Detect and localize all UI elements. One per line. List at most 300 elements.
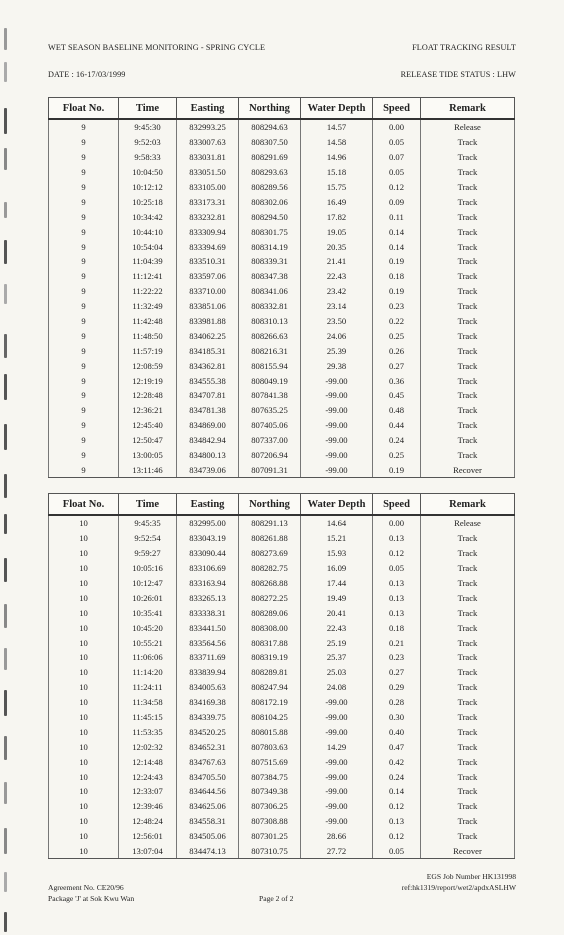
float-no-cell: 10 — [49, 576, 119, 591]
easting-cell: 834767.63 — [177, 754, 239, 769]
remark-cell: Track — [421, 180, 515, 195]
float-no-cell: 10 — [49, 665, 119, 680]
float-no-cell: 9 — [49, 239, 119, 254]
float-9-table — [48, 97, 515, 478]
table-row — [49, 844, 515, 859]
float-no-cell: 10 — [49, 724, 119, 739]
float-no-cell: 10 — [49, 635, 119, 650]
northing-cell: 808247.94 — [239, 680, 301, 695]
table-row — [49, 576, 515, 591]
table-row — [49, 343, 515, 358]
float-no-cell: 10 — [49, 590, 119, 605]
speed-cell: 0.27 — [373, 358, 421, 373]
time-cell: 9:52:54 — [119, 531, 177, 546]
northing-cell: 807206.94 — [239, 448, 301, 463]
easting-cell: 834185.31 — [177, 343, 239, 358]
northing-cell: 807405.06 — [239, 418, 301, 433]
water-depth-cell: 15.93 — [301, 546, 373, 561]
speed-cell: 0.07 — [373, 150, 421, 165]
table-row — [49, 314, 515, 329]
float-no-cell: 9 — [49, 328, 119, 343]
col-northing: Northing — [239, 98, 301, 120]
easting-cell: 833711.69 — [177, 650, 239, 665]
remark-cell: Track — [421, 358, 515, 373]
easting-cell: 834869.00 — [177, 418, 239, 433]
table-row — [49, 269, 515, 284]
time-cell: 9:52:03 — [119, 135, 177, 150]
time-cell: 11:22:22 — [119, 284, 177, 299]
remark-cell: Track — [421, 224, 515, 239]
float-no-cell: 9 — [49, 194, 119, 209]
easting-cell: 833105.00 — [177, 180, 239, 195]
table-row — [49, 515, 515, 531]
water-depth-cell: 15.18 — [301, 165, 373, 180]
time-cell: 10:12:47 — [119, 576, 177, 591]
speed-cell: 0.12 — [373, 180, 421, 195]
report-result-label: FLOAT TRACKING RESULT — [412, 43, 516, 52]
easting-cell: 834169.38 — [177, 695, 239, 710]
northing-cell: 808049.19 — [239, 373, 301, 388]
remark-cell: Track — [421, 194, 515, 209]
float-no-cell: 9 — [49, 388, 119, 403]
easting-cell: 833851.06 — [177, 299, 239, 314]
water-depth-cell: 27.72 — [301, 844, 373, 859]
remark-cell: Track — [421, 650, 515, 665]
water-depth-cell: 17.44 — [301, 576, 373, 591]
speed-cell: 0.13 — [373, 814, 421, 829]
speed-cell: 0.13 — [373, 590, 421, 605]
table-row — [49, 194, 515, 209]
table-row — [49, 119, 515, 135]
remark-cell: Track — [421, 531, 515, 546]
float-no-cell: 10 — [49, 561, 119, 576]
speed-cell: 0.19 — [373, 284, 421, 299]
remark-cell: Track — [421, 546, 515, 561]
report-date: DATE : 16-17/03/1999 — [48, 70, 126, 79]
float-no-cell: 10 — [49, 620, 119, 635]
speed-cell: 0.28 — [373, 695, 421, 710]
table-header-row — [49, 98, 515, 120]
remark-cell: Release — [421, 515, 515, 531]
table-row — [49, 209, 515, 224]
time-cell: 11:32:49 — [119, 299, 177, 314]
table-row — [49, 635, 515, 650]
time-cell: 12:56:01 — [119, 829, 177, 844]
speed-cell: 0.05 — [373, 165, 421, 180]
table-row — [49, 724, 515, 739]
remark-cell: Track — [421, 433, 515, 448]
col-float-no: Float No. — [49, 98, 119, 120]
float-no-cell: 10 — [49, 605, 119, 620]
northing-cell: 807515.69 — [239, 754, 301, 769]
time-cell: 10:05:16 — [119, 561, 177, 576]
easting-cell: 833232.81 — [177, 209, 239, 224]
speed-cell: 0.11 — [373, 209, 421, 224]
northing-cell: 808294.50 — [239, 209, 301, 224]
northing-cell: 808319.19 — [239, 650, 301, 665]
table-row — [49, 650, 515, 665]
remark-cell: Track — [421, 209, 515, 224]
northing-cell: 808273.69 — [239, 546, 301, 561]
water-depth-cell: 19.49 — [301, 590, 373, 605]
northing-cell: 807635.25 — [239, 403, 301, 418]
table-row — [49, 284, 515, 299]
water-depth-cell: 20.35 — [301, 239, 373, 254]
speed-cell: 0.24 — [373, 769, 421, 784]
remark-cell: Track — [421, 799, 515, 814]
remark-cell: Track — [421, 724, 515, 739]
time-cell: 12:36:21 — [119, 403, 177, 418]
float-no-cell: 10 — [49, 695, 119, 710]
float-no-cell: 9 — [49, 165, 119, 180]
float-no-cell: 9 — [49, 269, 119, 284]
northing-cell: 808268.88 — [239, 576, 301, 591]
table-row — [49, 448, 515, 463]
float-no-cell: 9 — [49, 284, 119, 299]
northing-cell: 808289.81 — [239, 665, 301, 680]
time-cell: 12:08:59 — [119, 358, 177, 373]
water-depth-cell: 25.39 — [301, 343, 373, 358]
water-depth-cell: 20.41 — [301, 605, 373, 620]
remark-cell: Track — [421, 739, 515, 754]
table-row — [49, 418, 515, 433]
remark-cell: Recover — [421, 844, 515, 859]
speed-cell: 0.13 — [373, 576, 421, 591]
water-depth-cell: -99.00 — [301, 814, 373, 829]
time-cell: 11:45:15 — [119, 710, 177, 725]
easting-cell: 834339.75 — [177, 710, 239, 725]
float-no-cell: 10 — [49, 650, 119, 665]
northing-cell: 807091.31 — [239, 462, 301, 477]
time-cell: 10:26:01 — [119, 590, 177, 605]
water-depth-cell: 14.64 — [301, 515, 373, 531]
float-no-cell: 9 — [49, 433, 119, 448]
water-depth-cell: -99.00 — [301, 403, 373, 418]
table-row — [49, 165, 515, 180]
table-row — [49, 710, 515, 725]
time-cell: 10:12:12 — [119, 180, 177, 195]
time-cell: 11:14:20 — [119, 665, 177, 680]
remark-cell: Track — [421, 135, 515, 150]
water-depth-cell: -99.00 — [301, 448, 373, 463]
remark-cell: Track — [421, 814, 515, 829]
table-row — [49, 403, 515, 418]
release-tide-status: RELEASE TIDE STATUS : LHW — [400, 70, 516, 79]
easting-cell: 833173.31 — [177, 194, 239, 209]
remark-cell: Track — [421, 829, 515, 844]
speed-cell: 0.42 — [373, 754, 421, 769]
float-no-cell: 9 — [49, 299, 119, 314]
speed-cell: 0.44 — [373, 418, 421, 433]
easting-cell: 833564.56 — [177, 635, 239, 650]
speed-cell: 0.25 — [373, 328, 421, 343]
remark-cell: Track — [421, 373, 515, 388]
speed-cell: 0.23 — [373, 650, 421, 665]
table-row — [49, 180, 515, 195]
float-no-cell: 9 — [49, 209, 119, 224]
easting-cell: 833338.31 — [177, 605, 239, 620]
table-row — [49, 769, 515, 784]
speed-cell: 0.22 — [373, 314, 421, 329]
northing-cell: 808332.81 — [239, 299, 301, 314]
easting-cell: 834625.06 — [177, 799, 239, 814]
easting-cell: 833163.94 — [177, 576, 239, 591]
northing-cell: 808289.56 — [239, 180, 301, 195]
northing-cell: 807308.88 — [239, 814, 301, 829]
water-depth-cell: -99.00 — [301, 418, 373, 433]
water-depth-cell: 21.41 — [301, 254, 373, 269]
northing-cell: 807306.25 — [239, 799, 301, 814]
water-depth-cell: -99.00 — [301, 769, 373, 784]
speed-cell: 0.24 — [373, 433, 421, 448]
time-cell: 9:59:27 — [119, 546, 177, 561]
table-row — [49, 546, 515, 561]
easting-cell: 833007.63 — [177, 135, 239, 150]
float-no-cell: 9 — [49, 119, 119, 135]
northing-cell: 808172.19 — [239, 695, 301, 710]
speed-cell: 0.13 — [373, 605, 421, 620]
speed-cell: 0.12 — [373, 546, 421, 561]
table-row — [49, 224, 515, 239]
remark-cell: Track — [421, 620, 515, 635]
northing-cell: 808347.38 — [239, 269, 301, 284]
northing-cell: 807841.38 — [239, 388, 301, 403]
easting-cell: 834652.31 — [177, 739, 239, 754]
time-cell: 11:34:58 — [119, 695, 177, 710]
float-no-cell: 9 — [49, 418, 119, 433]
float-no-cell: 10 — [49, 769, 119, 784]
col-easting: Easting — [177, 494, 239, 516]
easting-cell: 834644.56 — [177, 784, 239, 799]
remark-cell: Track — [421, 165, 515, 180]
remark-cell: Track — [421, 665, 515, 680]
easting-cell: 834062.25 — [177, 328, 239, 343]
table-row — [49, 358, 515, 373]
page-number: Page 2 of 2 — [259, 894, 294, 903]
speed-cell: 0.29 — [373, 680, 421, 695]
northing-cell: 807803.63 — [239, 739, 301, 754]
table-row — [49, 150, 515, 165]
col-remark: Remark — [421, 494, 515, 516]
water-depth-cell: 24.06 — [301, 328, 373, 343]
float-no-cell: 10 — [49, 531, 119, 546]
remark-cell: Track — [421, 769, 515, 784]
northing-cell: 807310.75 — [239, 844, 301, 859]
water-depth-cell: 19.05 — [301, 224, 373, 239]
water-depth-cell: 16.49 — [301, 194, 373, 209]
float-no-cell: 10 — [49, 515, 119, 531]
remark-cell: Track — [421, 150, 515, 165]
float-no-cell: 10 — [49, 844, 119, 859]
easting-cell: 833510.31 — [177, 254, 239, 269]
northing-cell: 808282.75 — [239, 561, 301, 576]
speed-cell: 0.05 — [373, 844, 421, 859]
easting-cell: 833441.50 — [177, 620, 239, 635]
float-no-cell: 10 — [49, 739, 119, 754]
water-depth-cell: 24.08 — [301, 680, 373, 695]
northing-cell: 807337.00 — [239, 433, 301, 448]
water-depth-cell: 23.50 — [301, 314, 373, 329]
speed-cell: 0.00 — [373, 119, 421, 135]
speed-cell: 0.47 — [373, 739, 421, 754]
northing-cell: 808266.63 — [239, 328, 301, 343]
col-float-no: Float No. — [49, 494, 119, 516]
time-cell: 12:33:07 — [119, 784, 177, 799]
speed-cell: 0.48 — [373, 403, 421, 418]
northing-cell: 808272.25 — [239, 590, 301, 605]
water-depth-cell: 23.42 — [301, 284, 373, 299]
time-cell: 11:48:50 — [119, 328, 177, 343]
time-cell: 12:19:19 — [119, 373, 177, 388]
northing-cell: 807384.75 — [239, 769, 301, 784]
time-cell: 13:11:46 — [119, 462, 177, 477]
water-depth-cell: 15.75 — [301, 180, 373, 195]
time-cell: 11:24:11 — [119, 680, 177, 695]
col-time: Time — [119, 98, 177, 120]
easting-cell: 834705.50 — [177, 769, 239, 784]
table-row — [49, 739, 515, 754]
time-cell: 11:06:06 — [119, 650, 177, 665]
table-row — [49, 665, 515, 680]
table-header-row — [49, 494, 515, 516]
easting-cell: 833106.69 — [177, 561, 239, 576]
table-row — [49, 561, 515, 576]
time-cell: 10:44:10 — [119, 224, 177, 239]
water-depth-cell: 17.82 — [301, 209, 373, 224]
table-row — [49, 754, 515, 769]
remark-cell: Track — [421, 388, 515, 403]
table-row — [49, 620, 515, 635]
time-cell: 13:00:05 — [119, 448, 177, 463]
table-row — [49, 135, 515, 150]
remark-cell: Track — [421, 561, 515, 576]
easting-cell: 834520.25 — [177, 724, 239, 739]
remark-cell: Track — [421, 695, 515, 710]
remark-cell: Track — [421, 635, 515, 650]
time-cell: 12:14:48 — [119, 754, 177, 769]
binding-marks — [0, 0, 14, 935]
float-no-cell: 9 — [49, 462, 119, 477]
northing-cell: 808341.06 — [239, 284, 301, 299]
easting-cell: 833597.06 — [177, 269, 239, 284]
northing-cell: 808339.31 — [239, 254, 301, 269]
northing-cell: 808293.63 — [239, 165, 301, 180]
water-depth-cell: 14.29 — [301, 739, 373, 754]
time-cell: 10:34:42 — [119, 209, 177, 224]
speed-cell: 0.26 — [373, 343, 421, 358]
northing-cell: 808310.13 — [239, 314, 301, 329]
remark-cell: Track — [421, 418, 515, 433]
water-depth-cell: -99.00 — [301, 462, 373, 477]
remark-cell: Track — [421, 403, 515, 418]
remark-cell: Track — [421, 576, 515, 591]
float-no-cell: 9 — [49, 314, 119, 329]
easting-cell: 834005.63 — [177, 680, 239, 695]
remark-cell: Track — [421, 590, 515, 605]
time-cell: 9:45:35 — [119, 515, 177, 531]
water-depth-cell: 25.03 — [301, 665, 373, 680]
time-cell: 10:55:21 — [119, 635, 177, 650]
speed-cell: 0.27 — [373, 665, 421, 680]
speed-cell: 0.09 — [373, 194, 421, 209]
speed-cell: 0.19 — [373, 254, 421, 269]
northing-cell: 808317.88 — [239, 635, 301, 650]
time-cell: 10:25:18 — [119, 194, 177, 209]
time-cell: 9:58:33 — [119, 150, 177, 165]
table-row — [49, 254, 515, 269]
water-depth-cell: 14.58 — [301, 135, 373, 150]
northing-cell: 808302.06 — [239, 194, 301, 209]
northing-cell: 808104.25 — [239, 710, 301, 725]
float-no-cell: 10 — [49, 754, 119, 769]
speed-cell: 0.19 — [373, 462, 421, 477]
speed-cell: 0.14 — [373, 239, 421, 254]
float-no-cell: 9 — [49, 180, 119, 195]
remark-cell: Track — [421, 284, 515, 299]
time-cell: 11:12:41 — [119, 269, 177, 284]
speed-cell: 0.12 — [373, 829, 421, 844]
easting-cell: 834505.06 — [177, 829, 239, 844]
easting-cell: 832993.25 — [177, 119, 239, 135]
easting-cell: 834707.81 — [177, 388, 239, 403]
time-cell: 11:04:39 — [119, 254, 177, 269]
time-cell: 11:53:35 — [119, 724, 177, 739]
speed-cell: 0.45 — [373, 388, 421, 403]
speed-cell: 0.36 — [373, 373, 421, 388]
col-water-depth: Water Depth — [301, 494, 373, 516]
float-no-cell: 9 — [49, 343, 119, 358]
col-easting: Easting — [177, 98, 239, 120]
speed-cell: 0.30 — [373, 710, 421, 725]
table-row — [49, 590, 515, 605]
water-depth-cell: 22.43 — [301, 620, 373, 635]
remark-cell: Track — [421, 448, 515, 463]
easting-cell: 834800.13 — [177, 448, 239, 463]
table-row — [49, 799, 515, 814]
water-depth-cell: 28.66 — [301, 829, 373, 844]
col-speed: Speed — [373, 494, 421, 516]
easting-cell: 833839.94 — [177, 665, 239, 680]
table-row — [49, 680, 515, 695]
water-depth-cell: -99.00 — [301, 388, 373, 403]
time-cell: 12:50:47 — [119, 433, 177, 448]
speed-cell: 0.18 — [373, 269, 421, 284]
water-depth-cell: -99.00 — [301, 724, 373, 739]
table-row — [49, 433, 515, 448]
water-depth-cell: -99.00 — [301, 373, 373, 388]
easting-cell: 833394.69 — [177, 239, 239, 254]
speed-cell: 0.23 — [373, 299, 421, 314]
float-no-cell: 9 — [49, 150, 119, 165]
remark-cell: Track — [421, 314, 515, 329]
float-no-cell: 9 — [49, 224, 119, 239]
northing-cell: 808294.63 — [239, 119, 301, 135]
remark-cell: Track — [421, 343, 515, 358]
easting-cell: 833043.19 — [177, 531, 239, 546]
remark-cell: Track — [421, 754, 515, 769]
time-cell: 12:02:32 — [119, 739, 177, 754]
float-no-cell: 10 — [49, 546, 119, 561]
speed-cell: 0.40 — [373, 724, 421, 739]
remark-cell: Track — [421, 680, 515, 695]
easting-cell: 832995.00 — [177, 515, 239, 531]
float-no-cell: 10 — [49, 784, 119, 799]
col-northing: Northing — [239, 494, 301, 516]
time-cell: 12:45:40 — [119, 418, 177, 433]
northing-cell: 808307.50 — [239, 135, 301, 150]
time-cell: 12:28:48 — [119, 388, 177, 403]
file-reference: ref:hk1319/report/wet2/apdxASLHW — [401, 883, 516, 892]
